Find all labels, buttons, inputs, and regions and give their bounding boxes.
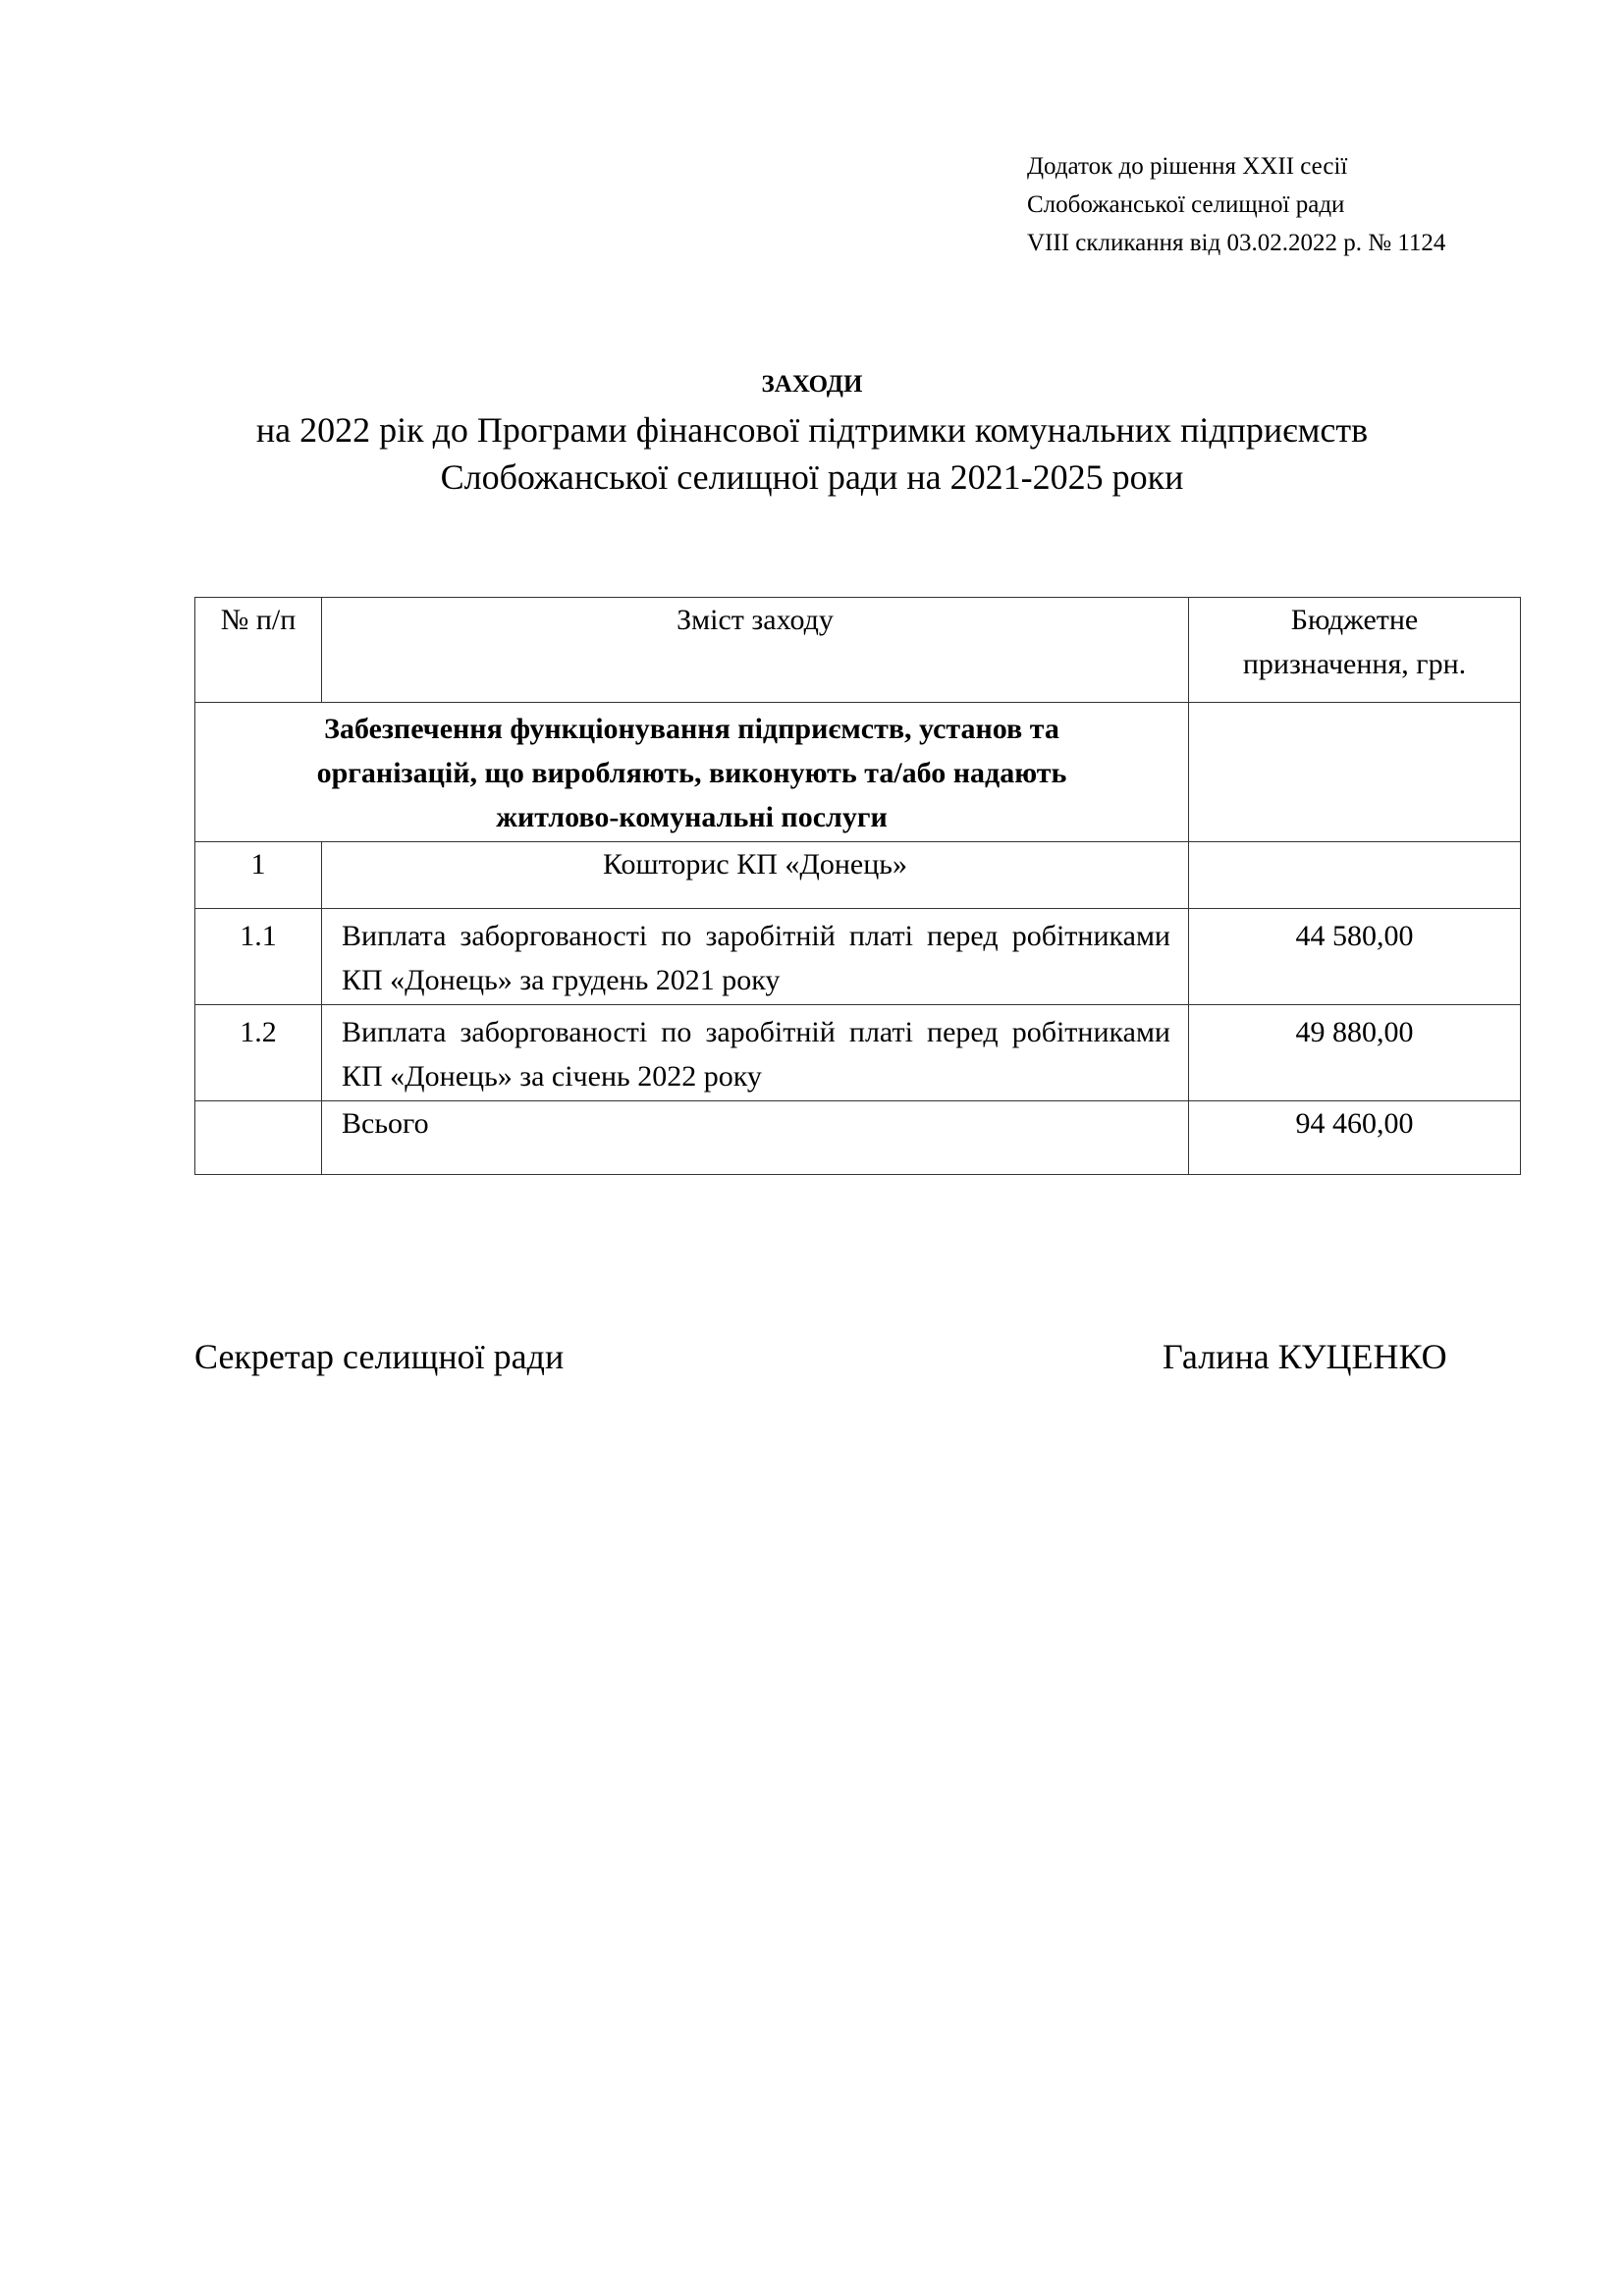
- document-title: ЗАХОДИ: [761, 371, 863, 398]
- table-header-row: [195, 598, 1521, 703]
- group-row: [195, 842, 1521, 909]
- document-subtitle: [0, 406, 1624, 501]
- header-num: № п/п: [195, 598, 322, 703]
- item-text: Виплата заборгованості по заробітній платі перед робітниками КП «Донець» за грудень 2021 року: [322, 909, 1189, 1005]
- section-title: [195, 703, 1189, 842]
- total-amount: 94 460,00: [1189, 1101, 1521, 1175]
- annex-block: [1027, 147, 1445, 262]
- header-budget-line-1: Бюджетне: [1290, 604, 1419, 636]
- item-num: 1.2: [195, 1005, 322, 1101]
- annex-line-2: Слобожанської селищної ради: [1027, 191, 1345, 218]
- group-budget-cell: [1189, 842, 1521, 909]
- subtitle-line-1: на 2022 рік до Програми фінансової підтримки комунальних підприємств: [255, 410, 1369, 450]
- total-row: [195, 1101, 1521, 1175]
- item-num: 1.1: [195, 909, 322, 1005]
- annex-line-1: Додаток до рішення XXII сесії: [1027, 153, 1348, 180]
- total-num-cell: [195, 1101, 322, 1175]
- table-row: [195, 1005, 1521, 1101]
- section-line-1: Забезпечення функціонування підприємств, установ та: [324, 713, 1059, 745]
- group-num: 1: [195, 842, 322, 909]
- annex-line-3: VIII скликання від 03.02.2022 р. № 1124: [1027, 230, 1446, 256]
- section-row: [195, 703, 1521, 842]
- header-budget: [1189, 598, 1521, 703]
- total-label: Всього: [322, 1101, 1189, 1175]
- measures-table: [194, 597, 1521, 1175]
- table-row: [195, 909, 1521, 1005]
- item-amount: 49 880,00: [1189, 1005, 1521, 1101]
- section-budget-cell: [1189, 703, 1521, 842]
- item-amount: 44 580,00: [1189, 909, 1521, 1005]
- section-line-2: організацій, що виробляють, виконують та/або надають: [316, 757, 1067, 789]
- item-text: Виплата заборгованості по заробітній платі перед робітниками КП «Донець» за січень 2022 року: [322, 1005, 1189, 1101]
- header-content: Зміст заходу: [322, 598, 1189, 703]
- signature-title: Секретар селищної ради: [194, 1337, 565, 1376]
- section-line-3: житлово-комунальні послуги: [496, 801, 888, 833]
- subtitle-line-2: Слобожанської селищної ради на 2021-2025 роки: [440, 457, 1184, 497]
- group-title: Кошторис КП «Донець»: [322, 842, 1189, 909]
- signature-name: Галина КУЦЕНКО: [1163, 1337, 1447, 1376]
- header-budget-line-2: призначення, грн.: [1242, 648, 1467, 680]
